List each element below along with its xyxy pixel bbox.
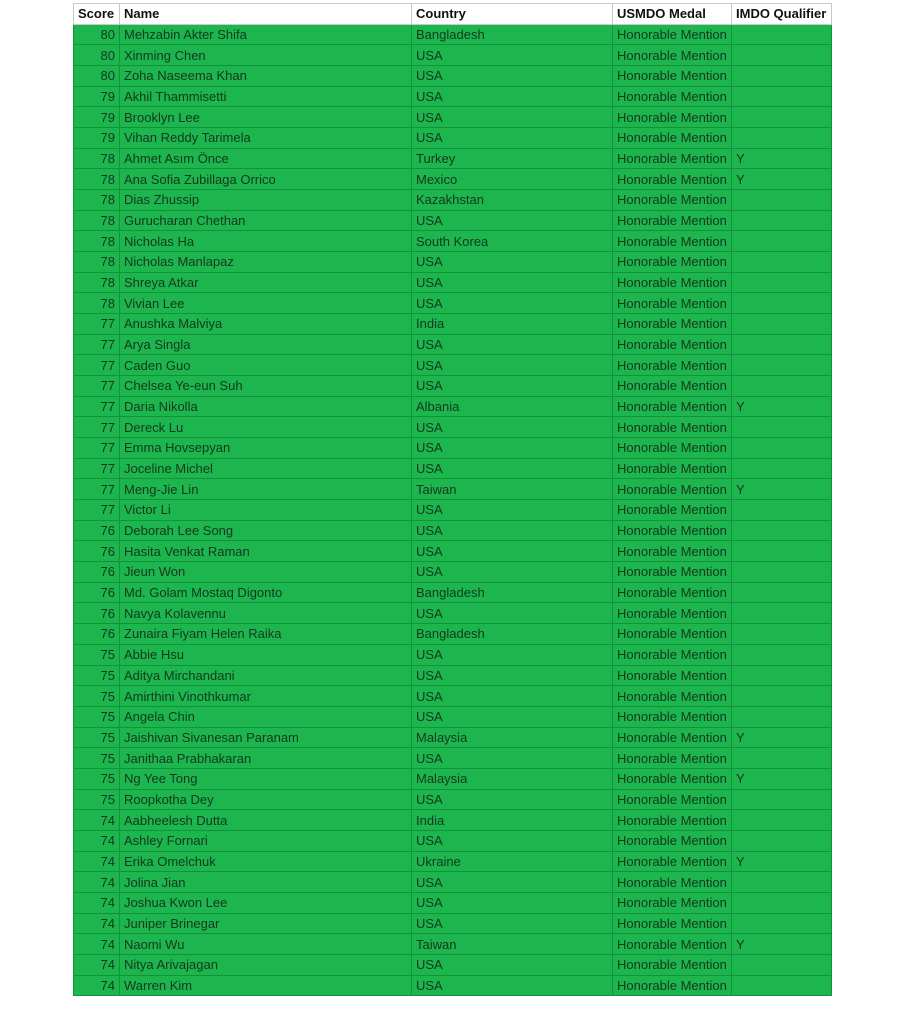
cell-name[interactable]: Emma Hovsepyan	[120, 438, 412, 459]
cell-medal[interactable]: Honorable Mention	[613, 520, 732, 541]
cell-medal[interactable]: Honorable Mention	[613, 727, 732, 748]
cell-score[interactable]: 75	[74, 789, 120, 810]
cell-medal[interactable]: Honorable Mention	[613, 624, 732, 645]
cell-score[interactable]: 74	[74, 934, 120, 955]
cell-country[interactable]: USA	[412, 954, 613, 975]
cell-country[interactable]: USA	[412, 562, 613, 583]
cell-name[interactable]: Nicholas Ha	[120, 231, 412, 252]
cell-medal[interactable]: Honorable Mention	[613, 479, 732, 500]
table-row	[74, 603, 832, 624]
cell-qualifier[interactable]	[732, 789, 832, 810]
cell-score[interactable]: 76	[74, 562, 120, 583]
cell-score[interactable]: 78	[74, 190, 120, 211]
cell-medal[interactable]: Honorable Mention	[613, 107, 732, 128]
cell-name[interactable]: Jolina Jian	[120, 872, 412, 893]
table-row	[74, 458, 832, 479]
table-row	[74, 314, 832, 335]
cell-medal[interactable]: Honorable Mention	[613, 644, 732, 665]
table-row	[74, 293, 832, 314]
table-row	[74, 376, 832, 397]
cell-country[interactable]: Ukraine	[412, 851, 613, 872]
cell-name[interactable]: Nicholas Manlapaz	[120, 252, 412, 273]
table-row	[74, 644, 832, 665]
cell-name[interactable]: Victor Li	[120, 500, 412, 521]
table-row	[74, 148, 832, 169]
cell-medal[interactable]: Honorable Mention	[613, 768, 732, 789]
cell-country[interactable]: USA	[412, 872, 613, 893]
cell-name[interactable]: Joshua Kwon Lee	[120, 892, 412, 913]
cell-qualifier[interactable]	[732, 252, 832, 273]
table-row	[74, 562, 832, 583]
cell-country[interactable]: USA	[412, 686, 613, 707]
table-row	[74, 954, 832, 975]
cell-qualifier[interactable]	[732, 45, 832, 66]
cell-medal[interactable]: Honorable Mention	[613, 706, 732, 727]
table-row	[74, 665, 832, 686]
cell-medal[interactable]: Honorable Mention	[613, 810, 732, 831]
header-row	[74, 4, 832, 25]
cell-name[interactable]: Zoha Naseema Khan	[120, 66, 412, 87]
cell-qualifier[interactable]	[732, 913, 832, 934]
cell-qualifier[interactable]	[732, 314, 832, 335]
cell-name[interactable]: Juniper Brinegar	[120, 913, 412, 934]
cell-qualifier[interactable]	[732, 872, 832, 893]
table-row	[74, 169, 832, 190]
table-row	[74, 45, 832, 66]
cell-name[interactable]: Ana Sofia Zubillaga Orrico	[120, 169, 412, 190]
cell-medal[interactable]: Honorable Mention	[613, 148, 732, 169]
cell-score[interactable]: 76	[74, 520, 120, 541]
cell-country[interactable]: Malaysia	[412, 727, 613, 748]
cell-score[interactable]: 74	[74, 913, 120, 934]
table-row	[74, 830, 832, 851]
cell-score[interactable]: 77	[74, 417, 120, 438]
header-score[interactable]: Score	[74, 4, 120, 25]
table-row	[74, 231, 832, 252]
cell-name[interactable]: Naomi Wu	[120, 934, 412, 955]
cell-name[interactable]: Dereck Lu	[120, 417, 412, 438]
cell-country[interactable]: USA	[412, 107, 613, 128]
cell-qualifier[interactable]	[732, 231, 832, 252]
cell-country[interactable]: USA	[412, 66, 613, 87]
cell-country[interactable]: USA	[412, 272, 613, 293]
table-row	[74, 520, 832, 541]
cell-medal[interactable]: Honorable Mention	[613, 396, 732, 417]
cell-qualifier[interactable]	[732, 24, 832, 45]
cell-medal[interactable]: Honorable Mention	[613, 45, 732, 66]
cell-name[interactable]: Meng-Jie Lin	[120, 479, 412, 500]
cell-country[interactable]: USA	[412, 86, 613, 107]
cell-qualifier[interactable]	[732, 272, 832, 293]
cell-score[interactable]: 78	[74, 169, 120, 190]
cell-medal[interactable]: Honorable Mention	[613, 376, 732, 397]
cell-medal[interactable]: Honorable Mention	[613, 24, 732, 45]
cell-country[interactable]: Taiwan	[412, 934, 613, 955]
cell-qualifier[interactable]	[732, 438, 832, 459]
cell-name[interactable]: Shreya Atkar	[120, 272, 412, 293]
cell-qualifier[interactable]	[732, 686, 832, 707]
table-row	[74, 272, 832, 293]
cell-medal[interactable]: Honorable Mention	[613, 934, 732, 955]
table-row	[74, 210, 832, 231]
table-row	[74, 789, 832, 810]
cell-qualifier[interactable]	[732, 603, 832, 624]
cell-medal[interactable]: Honorable Mention	[613, 562, 732, 583]
cell-score[interactable]: 77	[74, 376, 120, 397]
cell-medal[interactable]: Honorable Mention	[613, 458, 732, 479]
cell-country[interactable]: USA	[412, 975, 613, 996]
cell-medal[interactable]: Honorable Mention	[613, 355, 732, 376]
cell-score[interactable]: 74	[74, 851, 120, 872]
cell-name[interactable]: Amirthini Vinothkumar	[120, 686, 412, 707]
cell-medal[interactable]: Honorable Mention	[613, 789, 732, 810]
cell-score[interactable]: 74	[74, 872, 120, 893]
cell-medal[interactable]: Honorable Mention	[613, 892, 732, 913]
table-row	[74, 541, 832, 562]
cell-name[interactable]: Erika Omelchuk	[120, 851, 412, 872]
cell-country[interactable]: USA	[412, 500, 613, 521]
cell-country[interactable]: USA	[412, 128, 613, 149]
cell-qualifier[interactable]	[732, 954, 832, 975]
table-row	[74, 417, 832, 438]
cell-score[interactable]: 78	[74, 293, 120, 314]
cell-country[interactable]: USA	[412, 520, 613, 541]
cell-medal[interactable]: Honorable Mention	[613, 500, 732, 521]
cell-qualifier[interactable]	[732, 210, 832, 231]
cell-name[interactable]: Roopkotha Dey	[120, 789, 412, 810]
cell-country[interactable]: Turkey	[412, 148, 613, 169]
cell-score[interactable]: 78	[74, 210, 120, 231]
table-row	[74, 686, 832, 707]
table-row	[74, 934, 832, 955]
cell-score[interactable]: 76	[74, 582, 120, 603]
cell-qualifier[interactable]	[732, 376, 832, 397]
cell-medal[interactable]: Honorable Mention	[613, 252, 732, 273]
cell-name[interactable]: Navya Kolavennu	[120, 603, 412, 624]
cell-medal[interactable]: Honorable Mention	[613, 872, 732, 893]
cell-medal[interactable]: Honorable Mention	[613, 438, 732, 459]
cell-score[interactable]: 74	[74, 975, 120, 996]
cell-medal[interactable]: Honorable Mention	[613, 851, 732, 872]
cell-name[interactable]: Caden Guo	[120, 355, 412, 376]
table-row	[74, 396, 832, 417]
cell-name[interactable]: Warren Kim	[120, 975, 412, 996]
cell-qualifier[interactable]	[732, 975, 832, 996]
cell-country[interactable]: USA	[412, 913, 613, 934]
cell-qualifier[interactable]	[732, 128, 832, 149]
cell-medal[interactable]: Honorable Mention	[613, 169, 732, 190]
cell-qualifier[interactable]: Y	[732, 169, 832, 190]
cell-qualifier[interactable]	[732, 706, 832, 727]
cell-medal[interactable]: Honorable Mention	[613, 272, 732, 293]
table-row	[74, 107, 832, 128]
cell-medal[interactable]: Honorable Mention	[613, 582, 732, 603]
cell-score[interactable]: 77	[74, 458, 120, 479]
cell-qualifier[interactable]: Y	[732, 396, 832, 417]
cell-country[interactable]: USA	[412, 789, 613, 810]
cell-medal[interactable]: Honorable Mention	[613, 128, 732, 149]
cell-score[interactable]: 76	[74, 603, 120, 624]
cell-qualifier[interactable]	[732, 500, 832, 521]
cell-medal[interactable]: Honorable Mention	[613, 231, 732, 252]
cell-score[interactable]: 76	[74, 541, 120, 562]
cell-name[interactable]: Ng Yee Tong	[120, 768, 412, 789]
cell-qualifier[interactable]	[732, 810, 832, 831]
cell-qualifier[interactable]: Y	[732, 479, 832, 500]
cell-score[interactable]: 77	[74, 500, 120, 521]
table-row	[74, 810, 832, 831]
cell-country[interactable]: India	[412, 314, 613, 335]
cell-name[interactable]: Hasita Venkat Raman	[120, 541, 412, 562]
cell-country[interactable]: USA	[412, 458, 613, 479]
cell-medal[interactable]: Honorable Mention	[613, 86, 732, 107]
cell-score[interactable]: 79	[74, 86, 120, 107]
cell-name[interactable]: Ashley Fornari	[120, 830, 412, 851]
cell-name[interactable]: Brooklyn Lee	[120, 107, 412, 128]
cell-name[interactable]: Vihan Reddy Tarimela	[120, 128, 412, 149]
cell-qualifier[interactable]	[732, 830, 832, 851]
cell-medal[interactable]: Honorable Mention	[613, 686, 732, 707]
cell-qualifier[interactable]	[732, 107, 832, 128]
cell-qualifier[interactable]	[732, 665, 832, 686]
cell-country[interactable]: USA	[412, 892, 613, 913]
cell-country[interactable]: USA	[412, 417, 613, 438]
cell-country[interactable]: USA	[412, 252, 613, 273]
cell-qualifier[interactable]	[732, 582, 832, 603]
cell-medal[interactable]: Honorable Mention	[613, 293, 732, 314]
cell-name[interactable]: Abbie Hsu	[120, 644, 412, 665]
cell-name[interactable]: Gurucharan Chethan	[120, 210, 412, 231]
cell-country[interactable]: Albania	[412, 396, 613, 417]
table-row	[74, 66, 832, 87]
cell-score[interactable]: 75	[74, 768, 120, 789]
table-row	[74, 334, 832, 355]
table-body	[74, 24, 832, 996]
cell-qualifier[interactable]	[732, 624, 832, 645]
cell-score[interactable]: 77	[74, 334, 120, 355]
cell-score[interactable]: 75	[74, 686, 120, 707]
header-name[interactable]: Name	[120, 4, 412, 25]
cell-name[interactable]: Jaishivan Sivanesan Paranam	[120, 727, 412, 748]
cell-name[interactable]: Aabheelesh Dutta	[120, 810, 412, 831]
cell-qualifier[interactable]: Y	[732, 727, 832, 748]
table-row	[74, 727, 832, 748]
cell-country[interactable]: USA	[412, 355, 613, 376]
cell-qualifier[interactable]	[732, 562, 832, 583]
cell-medal[interactable]: Honorable Mention	[613, 541, 732, 562]
table-row	[74, 624, 832, 645]
cell-score[interactable]: 77	[74, 355, 120, 376]
table-row	[74, 748, 832, 769]
table-row	[74, 892, 832, 913]
cell-qualifier[interactable]	[732, 334, 832, 355]
cell-qualifier[interactable]: Y	[732, 148, 832, 169]
cell-name[interactable]: Jieun Won	[120, 562, 412, 583]
cell-qualifier[interactable]	[732, 541, 832, 562]
cell-score[interactable]: 74	[74, 954, 120, 975]
table-row	[74, 582, 832, 603]
cell-qualifier[interactable]	[732, 892, 832, 913]
cell-country[interactable]: South Korea	[412, 231, 613, 252]
cell-medal[interactable]: Honorable Mention	[613, 954, 732, 975]
cell-country[interactable]: Bangladesh	[412, 24, 613, 45]
cell-country[interactable]: USA	[412, 603, 613, 624]
table-row	[74, 86, 832, 107]
table-row	[74, 252, 832, 273]
cell-qualifier[interactable]	[732, 520, 832, 541]
cell-name[interactable]: Angela Chin	[120, 706, 412, 727]
cell-country[interactable]: USA	[412, 376, 613, 397]
cell-score[interactable]: 78	[74, 272, 120, 293]
cell-qualifier[interactable]	[732, 748, 832, 769]
cell-qualifier[interactable]	[732, 644, 832, 665]
cell-qualifier[interactable]: Y	[732, 851, 832, 872]
cell-medal[interactable]: Honorable Mention	[613, 975, 732, 996]
cell-name[interactable]: Chelsea Ye-eun Suh	[120, 376, 412, 397]
cell-name[interactable]: Xinming Chen	[120, 45, 412, 66]
cell-qualifier[interactable]	[732, 417, 832, 438]
table-row	[74, 913, 832, 934]
cell-name[interactable]: Anushka Malviya	[120, 314, 412, 335]
cell-qualifier[interactable]	[732, 66, 832, 87]
cell-qualifier[interactable]: Y	[732, 934, 832, 955]
cell-country[interactable]: USA	[412, 438, 613, 459]
cell-country[interactable]: USA	[412, 830, 613, 851]
cell-qualifier[interactable]	[732, 355, 832, 376]
cell-score[interactable]: 75	[74, 727, 120, 748]
cell-medal[interactable]: Honorable Mention	[613, 417, 732, 438]
cell-country[interactable]: USA	[412, 45, 613, 66]
table-row	[74, 355, 832, 376]
cell-score[interactable]: 80	[74, 24, 120, 45]
table-row	[74, 768, 832, 789]
cell-medal[interactable]: Honorable Mention	[613, 314, 732, 335]
cell-score[interactable]: 77	[74, 479, 120, 500]
header-qualifier[interactable]: IMDO Qualifier	[732, 4, 832, 25]
cell-country[interactable]: Bangladesh	[412, 624, 613, 645]
cell-score[interactable]: 77	[74, 438, 120, 459]
cell-country[interactable]: Bangladesh	[412, 582, 613, 603]
cell-score[interactable]: 74	[74, 892, 120, 913]
cell-medal[interactable]: Honorable Mention	[613, 334, 732, 355]
cell-score[interactable]: 76	[74, 624, 120, 645]
cell-name[interactable]: Dias Zhussip	[120, 190, 412, 211]
cell-medal[interactable]: Honorable Mention	[613, 210, 732, 231]
cell-medal[interactable]: Honorable Mention	[613, 748, 732, 769]
cell-score[interactable]: 74	[74, 810, 120, 831]
cell-country[interactable]: India	[412, 810, 613, 831]
cell-score[interactable]: 79	[74, 107, 120, 128]
cell-country[interactable]: USA	[412, 293, 613, 314]
cell-name[interactable]: Joceline Michel	[120, 458, 412, 479]
cell-country[interactable]: USA	[412, 210, 613, 231]
cell-qualifier[interactable]	[732, 190, 832, 211]
cell-score[interactable]: 77	[74, 314, 120, 335]
cell-qualifier[interactable]	[732, 86, 832, 107]
table-row	[74, 24, 832, 45]
cell-score[interactable]: 74	[74, 830, 120, 851]
table-row	[74, 975, 832, 996]
table-row	[74, 190, 832, 211]
cell-medal[interactable]: Honorable Mention	[613, 830, 732, 851]
cell-qualifier[interactable]: Y	[732, 768, 832, 789]
cell-country[interactable]: Mexico	[412, 169, 613, 190]
cell-score[interactable]: 78	[74, 148, 120, 169]
cell-country[interactable]: Taiwan	[412, 479, 613, 500]
cell-qualifier[interactable]	[732, 458, 832, 479]
cell-score[interactable]: 75	[74, 706, 120, 727]
cell-name[interactable]: Deborah Lee Song	[120, 520, 412, 541]
cell-country[interactable]: USA	[412, 665, 613, 686]
cell-name[interactable]: Zunaira Fiyam Helen Raika	[120, 624, 412, 645]
cell-score[interactable]: 75	[74, 644, 120, 665]
cell-country[interactable]: Kazakhstan	[412, 190, 613, 211]
cell-score[interactable]: 78	[74, 252, 120, 273]
cell-name[interactable]: Arya Singla	[120, 334, 412, 355]
cell-country[interactable]: USA	[412, 748, 613, 769]
cell-name[interactable]: Nitya Arivajagan	[120, 954, 412, 975]
table-row	[74, 851, 832, 872]
cell-medal[interactable]: Honorable Mention	[613, 665, 732, 686]
cell-qualifier[interactable]	[732, 293, 832, 314]
table-row	[74, 479, 832, 500]
cell-name[interactable]: Daria Nikolla	[120, 396, 412, 417]
cell-country[interactable]: Malaysia	[412, 768, 613, 789]
cell-country[interactable]: USA	[412, 706, 613, 727]
results-table	[73, 3, 832, 996]
cell-name[interactable]: Ahmet Asım Önce	[120, 148, 412, 169]
cell-medal[interactable]: Honorable Mention	[613, 190, 732, 211]
table-row	[74, 438, 832, 459]
cell-country[interactable]: USA	[412, 334, 613, 355]
cell-name[interactable]: Vivian Lee	[120, 293, 412, 314]
cell-score[interactable]: 78	[74, 231, 120, 252]
table-header	[74, 4, 832, 25]
table-row	[74, 872, 832, 893]
cell-name[interactable]: Akhil Thammisetti	[120, 86, 412, 107]
cell-country[interactable]: USA	[412, 541, 613, 562]
cell-country[interactable]: USA	[412, 644, 613, 665]
cell-name[interactable]: Aditya Mirchandani	[120, 665, 412, 686]
header-country[interactable]: Country	[412, 4, 613, 25]
cell-score[interactable]: 79	[74, 128, 120, 149]
table-row	[74, 706, 832, 727]
cell-score[interactable]: 77	[74, 396, 120, 417]
cell-medal[interactable]: Honorable Mention	[613, 603, 732, 624]
cell-medal[interactable]: Honorable Mention	[613, 913, 732, 934]
cell-score[interactable]: 75	[74, 748, 120, 769]
cell-score[interactable]: 75	[74, 665, 120, 686]
cell-medal[interactable]: Honorable Mention	[613, 66, 732, 87]
cell-name[interactable]: Mehzabin Akter Shifa	[120, 24, 412, 45]
table-row	[74, 500, 832, 521]
header-medal[interactable]: USMDO Medal	[613, 4, 732, 25]
cell-name[interactable]: Janithaa Prabhakaran	[120, 748, 412, 769]
table-row	[74, 128, 832, 149]
cell-score[interactable]: 80	[74, 66, 120, 87]
cell-score[interactable]: 80	[74, 45, 120, 66]
cell-name[interactable]: Md. Golam Mostaq Digonto	[120, 582, 412, 603]
